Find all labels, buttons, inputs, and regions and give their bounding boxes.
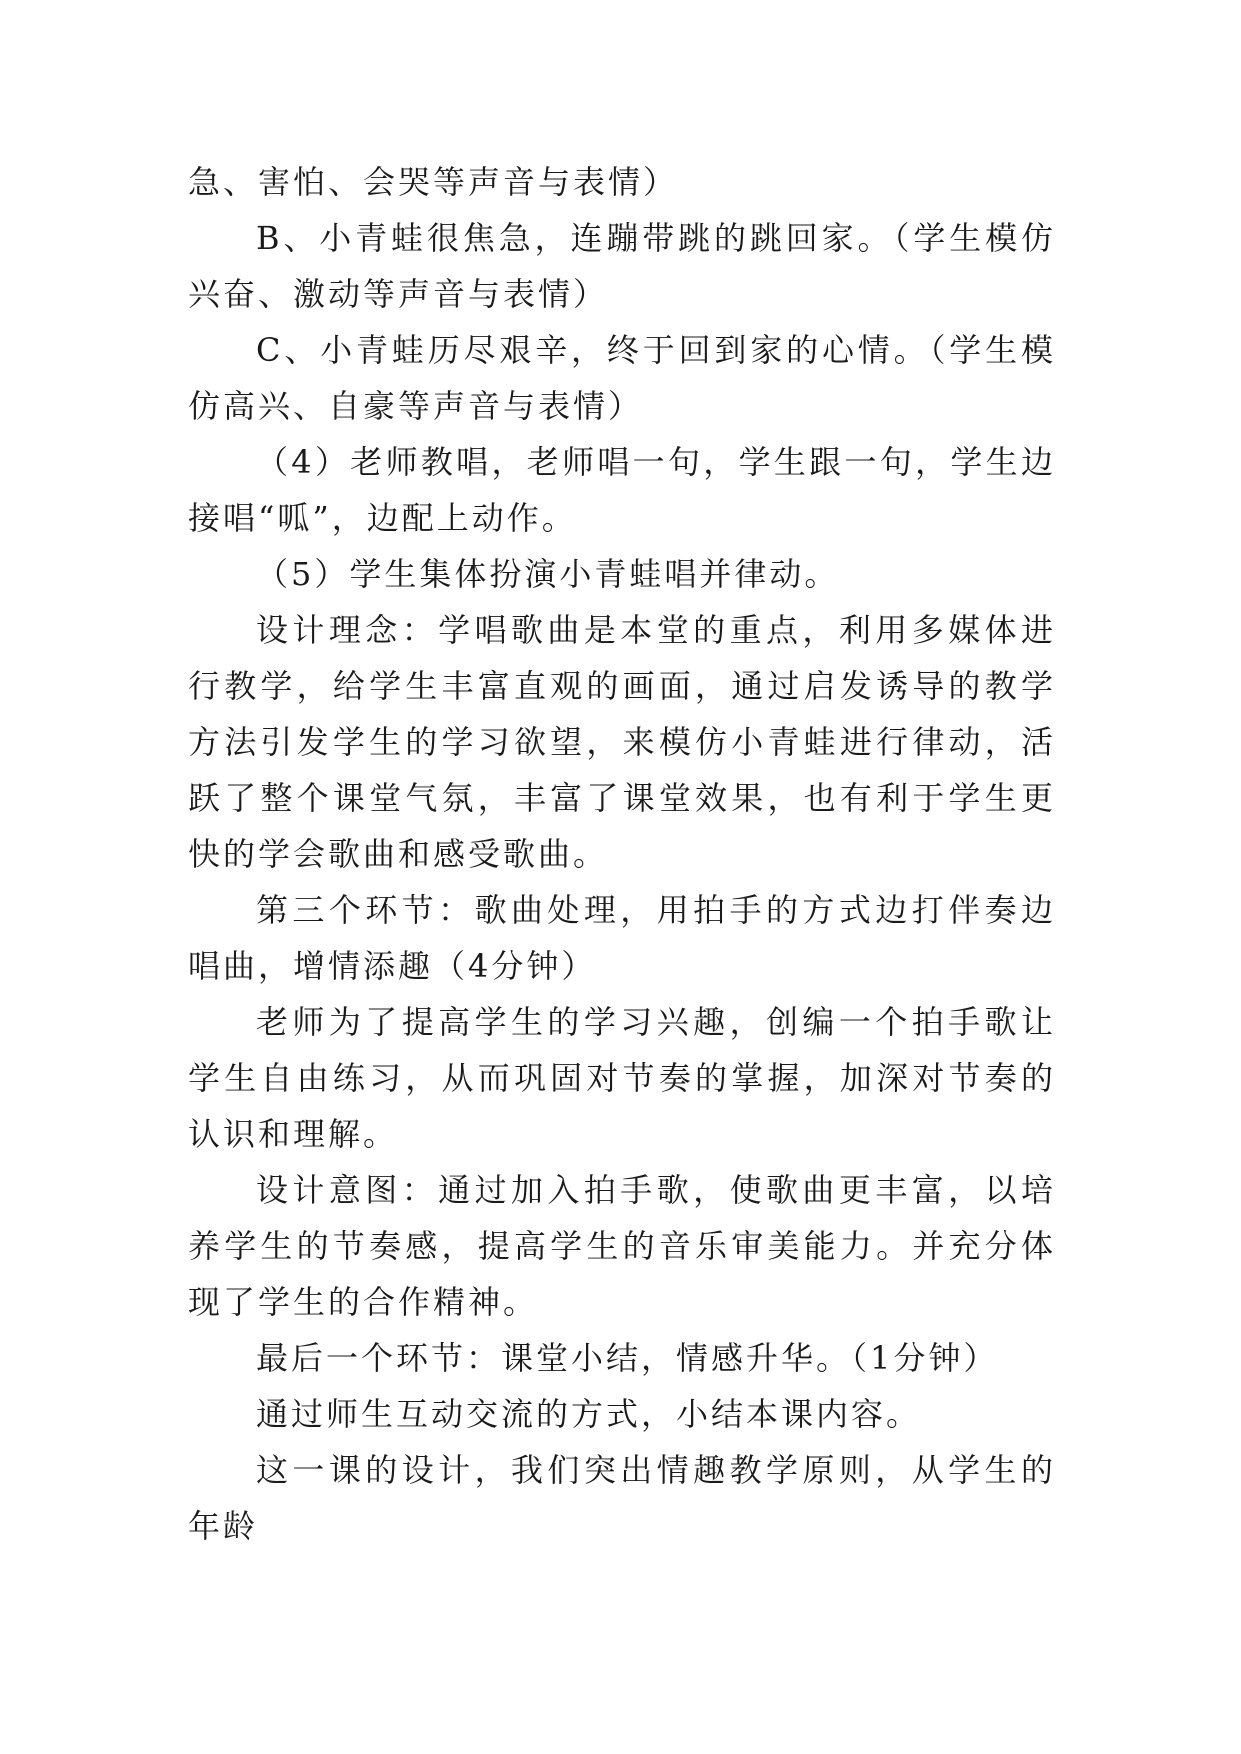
paragraph-lesson-design: 这一课的设计，我们突出情趣教学原则，从学生的年龄	[188, 1451, 1056, 1545]
paragraph-final-section: 最后一个环节：课堂小结，情感升华。（1分钟）	[256, 1339, 999, 1377]
paragraph-third-section: 第三个环节：歌曲处理，用拍手的方式边打伴奏边唱曲，增情添趣（4分钟）	[188, 891, 1056, 985]
paragraph-design-intent: 设计意图：通过加入拍手歌，使歌曲更丰富，以培养学生的节奏感，提高学生的音乐审美能力。并充分体现了学生的合作精神。	[188, 1171, 1056, 1321]
paragraph-step-4: （4）老师教唱，老师唱一句，学生跟一句，学生边接唱“呱”，边配上动作。	[188, 443, 1056, 537]
paragraph-continuation: 急、害怕、会哭等声音与表情）	[188, 163, 679, 201]
paragraph-teacher-clapping: 老师为了提高学生的学习兴趣，创编一个拍手歌让学生自由练习，从而巩固对节奏的掌握，加深对节奏的认识和理解。	[188, 1003, 1056, 1153]
paragraph-option-c: C、小青蛙历尽艰辛，终于回到家的心情。（学生模仿高兴、自豪等声音与表情）	[188, 331, 1056, 425]
paragraph-summary: 通过师生互动交流的方式，小结本课内容。	[256, 1395, 922, 1433]
document-body	[188, 154, 1056, 1554]
paragraph-option-b: B、小青蛙很焦急，连蹦带跳的跳回家。（学生模仿兴奋、激动等声音与表情）	[188, 219, 1056, 313]
paragraph-design-concept: 设计理念：学唱歌曲是本堂的重点，利用多媒体进行教学，给学生丰富直观的画面，通过启发诱导的教学方法引发学生的学习欲望，来模仿小青蛙进行律动，活跃了整个课堂气氛，丰富了课堂效果，也有利于学生更快的学会歌曲和感受歌曲。	[188, 611, 1056, 873]
paragraph-step-5: （5）学生集体扮演小青蛙唱并律动。	[256, 555, 840, 593]
